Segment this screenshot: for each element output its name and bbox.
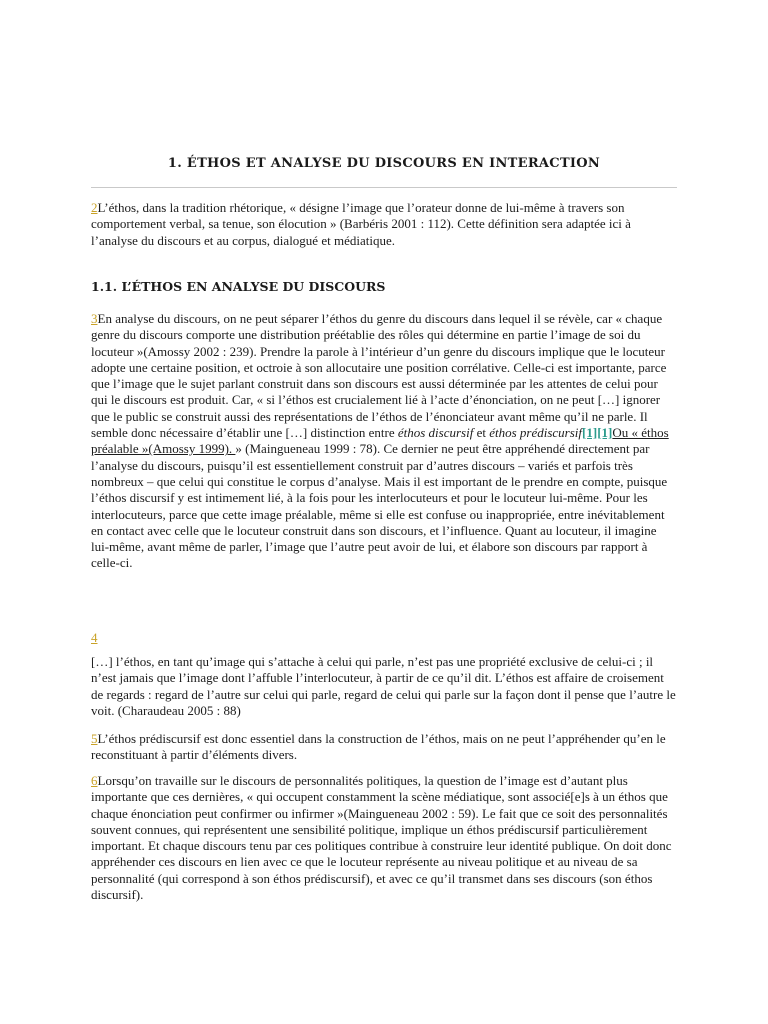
blockquote-paragraph-4 — [91, 654, 677, 719]
section-title: 1. ÉTHOS ET ANALYSE DU DISCOURS EN INTERACTION — [167, 156, 601, 171]
paragraph-3-text-b: et — [473, 425, 490, 441]
footnote-link-1[interactable]: [1] — [582, 425, 598, 441]
paragraph-5 — [91, 731, 677, 764]
footnote-link-2[interactable]: [1] — [597, 425, 613, 441]
paragraph-3 — [91, 311, 677, 572]
paragraph-number-4[interactable]: 4 — [91, 630, 98, 645]
paragraph-4-text: […] l’éthos, en tant qu’image qui s’attache à celui qui parle, n’est pas une propriété exclusive de celui-ci ; il n’est jamais que l’image dont l’affuble l’interlocuteur, à partir de ce qu’il dit. L’éthos est affaire de croisement de regards : regard de l’autre sur celui qui parle, regard de celui qui parle sur la façon dont il pense que l’autre le voit. (Charaudeau 2005 : 88) — [91, 654, 676, 718]
term-ethos-discursif: éthos discursif — [397, 425, 474, 441]
title-divider — [91, 187, 677, 188]
paragraph-6 — [91, 773, 677, 903]
paragraph-5-text: L’éthos prédiscursif est donc essentiel dans la construction de l’éthos, mais on ne peut l’appréhender qu’en le reconstituant à partir d’éléments divers. — [91, 731, 666, 763]
term-ethos-prediscursif: éthos prédiscursif — [489, 425, 583, 441]
paragraph-2 — [91, 200, 677, 249]
footnote-inline-text[interactable]: Ou « éthos préalable »(Amossy 1999). — [91, 425, 669, 457]
paragraph-3-text-c: » (Maingueneau 1999 : 78). Ce dernier ne peut être appréhendé directement par l’analyse du discours, puisqu’il est essentiellement construit par d’autres discours – variés et parfois très nombreux – que celui qui constitue le corpus d’analyse. Mais il est important de le prendre en compte, puisque l’éthos discursif y est intimement lié, à la fois pour les interlocuteurs et pour le locuteur lui-même. Pour les interlocuteurs, parce que cette image préalable, même si elle est confuse ou inappropriée, entre inévitablement en contact avec celle que le locuteur construit dans son discours, et l’influence. Quant au locuteur, il imagine lui-même, avant même de parler, l’image que l’autre peut avoir de lui, et élabore son discours par rapport à celle-ci. — [91, 441, 668, 571]
paragraph-number-5[interactable]: 5 — [91, 731, 98, 746]
paragraph-number-2[interactable]: 2 — [91, 200, 98, 215]
subsection-title: 1.1. L’ÉTHOS EN ANALYSE DU DISCOURS — [91, 279, 386, 294]
paragraph-number-6[interactable]: 6 — [91, 773, 98, 788]
paragraph-number-3[interactable]: 3 — [91, 311, 98, 326]
paragraph-6-text: Lorsqu’on travaille sur le discours de personnalités politiques, la question de l’image est d’autant plus importante que ces dernières, « qui occupent constamment la scène médiatique, sont associé[e]s à un éthos que chaque énonciation peut confirmer ou infirmer »(Maingueneau 2002 : 59). Le fait que ce soit des personnalités souvent connues, qui représentent une sensibilité politique, implique un éthos prédiscursif particulièrement important. Et chaque discours tenu par ces politiques contribue à construire leur identité publique. On doit donc appréhender ces discours en lien avec ce que le locuteur représente au niveau politique et au niveau de sa personnalité (qui correspond à son éthos prédiscursif), et avec ce qu’il transmet dans ses discours (son éthos discursif). — [91, 773, 672, 903]
paragraph-3-text-a: En analyse du discours, on ne peut séparer l’éthos du genre du discours dans lequel il se révèle, car « chaque genre du discours comporte une distribution préétablie des rôles qui détermine en partie l’image de soi du locuteur »(Amossy 2002 : 239). Prendre la parole à l’intérieur d’un genre du discours implique que le locuteur adopte une certaine position, et octroie à son allocutaire une position corrélative. Celle-ci est importante, parce que l’image que le sujet parlant construit dans son discours est aussi déterminée par les attentes de celui pour qui le discours est produit. Car, « si l’éthos est crucialement lié à l’acte d’énonciation, on ne peut […] ignorer que le public se construit aussi des représentations de l’éthos de l’énonciateur avant même qu’il ne parle. Il semble donc nécessaire d’établir une […] distinction entre — [91, 311, 667, 441]
paragraph-2-text: L’éthos, dans la tradition rhétorique, « désigne l’image que l’orateur donne de lui-même à travers son comportement verbal, sa tenue, son élocution » (Barbéris 2001 : 112). Cette définition sera adaptée ici à l’analyse du discours et au corpus, dialogué et médiatique. — [91, 200, 631, 248]
